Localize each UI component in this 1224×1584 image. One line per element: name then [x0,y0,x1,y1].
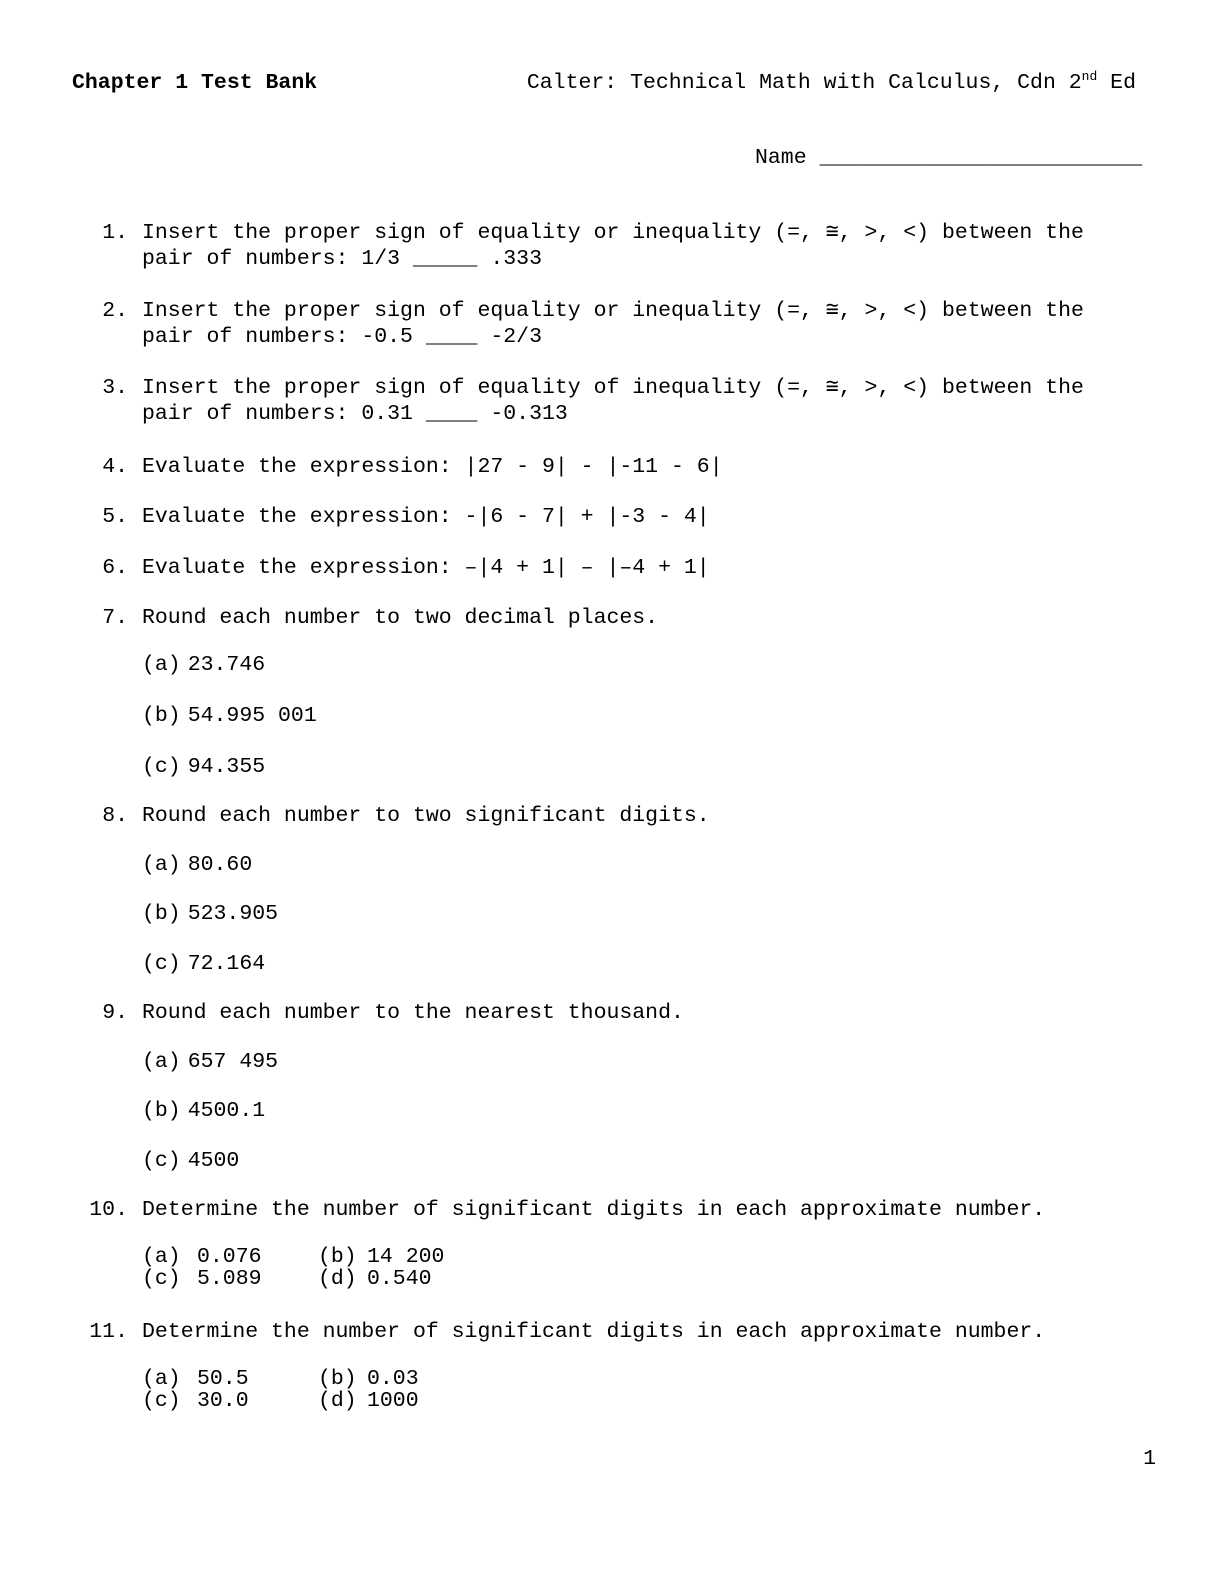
part-label: (c) [142,952,181,976]
question-line: Determine the number of significant digits in each approximate number. [142,1198,1046,1222]
part-value: 0.540 [367,1267,432,1291]
name-line [755,145,1143,171]
book-title-main: Calter: Technical Math with Calculus, Cdn 2 [526,71,1082,95]
question-number: 5. [102,505,128,529]
name-blank-line: _________________________ [819,146,1143,170]
part-label: (c) [142,1149,181,1173]
part-a [142,652,1136,678]
part-b [142,901,1136,927]
book-title-superscript: nd [1081,68,1098,84]
part-c [142,951,1136,977]
question-text [142,504,710,530]
question-number: 9. [102,1001,128,1025]
part-value: 72.164 [187,952,266,976]
part-label: (b) [142,902,181,926]
question-line: Evaluate the expression: –|4 + 1| – |–4 + 1| [142,556,710,580]
part-value: 23.746 [187,653,266,677]
question-7 [72,605,1136,780]
part-value: 657 495 [187,1050,279,1074]
book-title-tail: Ed [1097,71,1136,95]
question-number: 3. [102,376,128,400]
parts-row [142,1368,1136,1390]
part-a [142,852,1136,878]
question-line: Determine the number of significant digits in each approximate number. [142,1320,1046,1344]
part-label: (c) [142,755,181,779]
question-number: 11. [89,1320,128,1344]
question-9 [72,1000,1136,1174]
question-number: 8. [102,804,128,828]
part-value: 54.995 001 [187,704,317,728]
question-line: Insert the proper sign of equality or inequality (=, ≅, >, <) between the [142,221,1084,245]
question-8 [72,803,1136,977]
question-number: 10. [89,1198,128,1222]
book-title [527,70,1136,96]
part-label: (a) [142,1367,181,1391]
part-label: (c) [142,1267,181,1291]
part-label: (b) [142,1099,181,1123]
question-10 [72,1197,1136,1290]
parts-row [142,1268,1136,1290]
question-1 [72,220,1136,272]
question-6 [72,555,1136,581]
part-c [142,754,1136,780]
question-2 [72,298,1136,350]
part-label: (b) [318,1245,357,1269]
question-3 [72,375,1136,427]
question-text [142,375,1084,427]
part-value: 0.076 [197,1245,262,1269]
name-label: Name [755,146,807,170]
part-value: 94.355 [187,755,266,779]
question-line: Insert the proper sign of equality or inequality (=, ≅, >, <) between the [142,299,1084,323]
question-number: 1. [102,221,128,245]
page-header [72,70,1136,96]
question-number: 7. [102,606,128,630]
question-line: pair of numbers: -0.5 ____ -2/3 [142,325,542,349]
question-4 [72,454,1136,480]
page-number: 1 [1143,1447,1156,1471]
part-value: 5.089 [197,1267,262,1291]
question-number: 2. [102,299,128,323]
part-label: (d) [318,1389,357,1413]
question-text [142,454,723,480]
question-line: pair of numbers: 0.31 ____ -0.313 [142,402,568,426]
question-line: Evaluate the expression: |27 - 9| - |-11 - 6| [142,455,723,479]
part-value: 523.905 [187,902,279,926]
part-label: (a) [142,1050,181,1074]
question-text [142,220,1084,272]
parts-row [142,1246,1136,1268]
parts-grid [142,1246,1136,1290]
question-line: Round each number to the nearest thousand. [142,1001,684,1025]
question-text [142,803,710,829]
question-text [142,298,1084,350]
part-label: (b) [142,704,181,728]
part-value: 4500 [187,1149,240,1173]
part-b [142,1098,1136,1124]
question-5 [72,504,1136,530]
parts-row [142,1390,1136,1412]
part-a [142,1049,1136,1075]
part-value: 0.03 [367,1367,419,1391]
part-value: 30.0 [197,1389,249,1413]
part-value: 4500.1 [187,1099,266,1123]
question-text [142,555,710,581]
part-label: (a) [142,653,181,677]
chapter-title: Chapter 1 Test Bank [72,71,318,95]
parts-grid [142,1368,1136,1412]
part-label: (a) [142,853,181,877]
question-text [142,605,658,631]
question-line: Round each number to two decimal places. [142,606,659,630]
question-line: Insert the proper sign of equality of inequality (=, ≅, >, <) between the [142,376,1084,400]
question-line: pair of numbers: 1/3 _____ .333 [142,247,542,271]
question-11 [72,1319,1136,1412]
part-b [142,703,1136,729]
part-label: (a) [142,1245,181,1269]
question-number: 4. [102,455,128,479]
part-value: 1000 [367,1389,419,1413]
question-text [142,1319,1045,1345]
part-label: (b) [318,1367,357,1391]
part-value: 14 200 [367,1245,445,1269]
question-number: 6. [102,556,128,580]
part-label: (c) [142,1389,181,1413]
question-line: Round each number to two significant digits. [142,804,710,828]
part-value: 80.60 [187,853,253,877]
part-label: (d) [318,1267,357,1291]
question-line: Evaluate the expression: -|6 - 7| + |-3 - 4| [142,505,710,529]
question-text [142,1000,684,1026]
part-value: 50.5 [197,1367,249,1391]
question-text [142,1197,1045,1223]
part-c [142,1148,1136,1174]
